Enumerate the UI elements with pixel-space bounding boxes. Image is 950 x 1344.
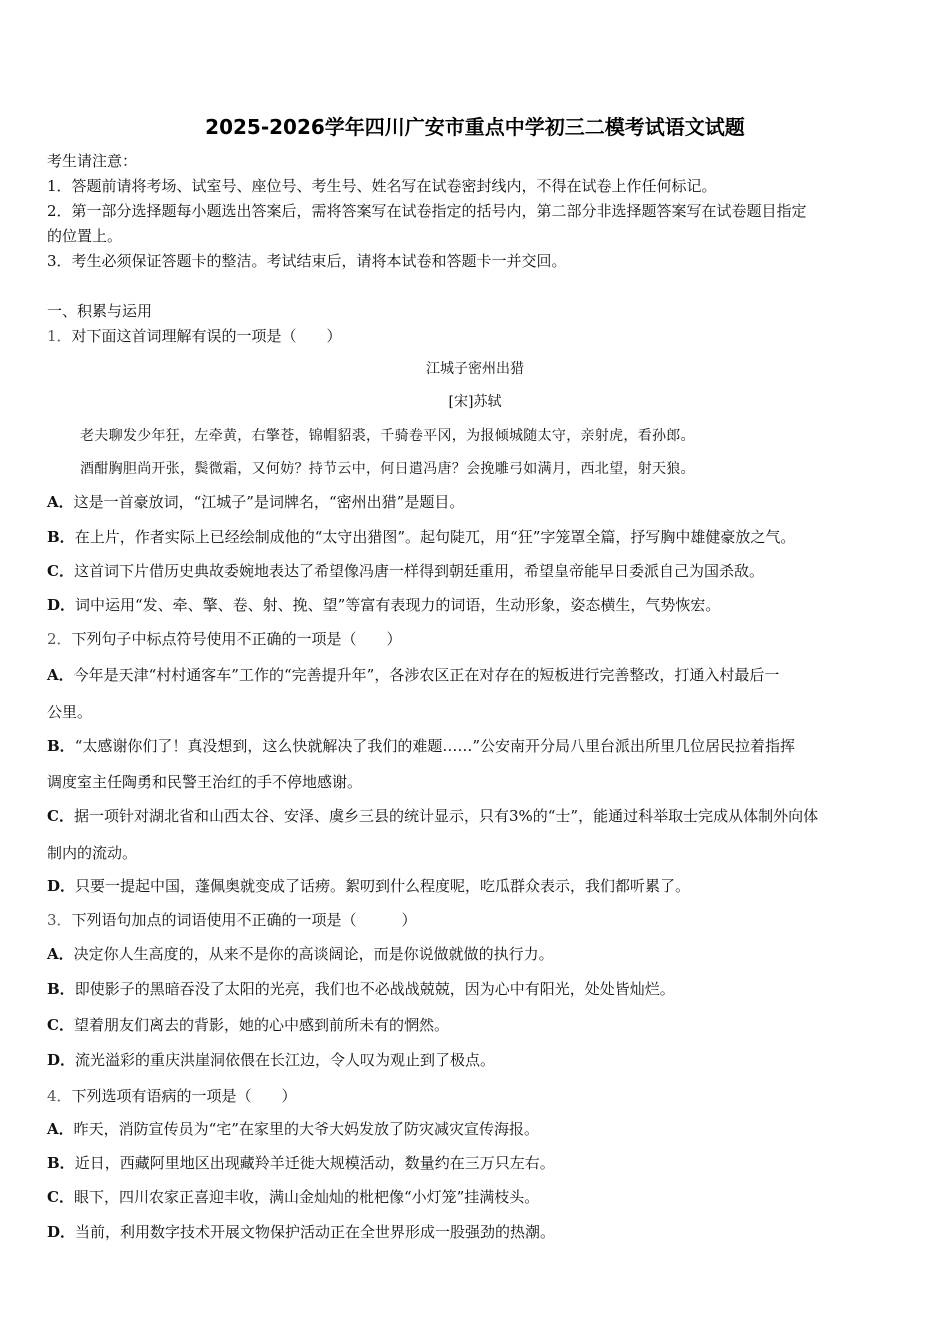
option-item [47, 1187, 539, 1207]
option-label: D． [47, 1223, 76, 1241]
option-label: B． [47, 528, 75, 546]
option-item [47, 561, 764, 581]
option-label: C． [47, 1188, 74, 1206]
option-text: 昨天，消防宣传员为“宅”在家里的大爷大妈发放了防灾减灾宣传海报。 [73, 1120, 539, 1138]
option-text: 望着朋友们离去的背影，她的心中感到前所未有的惘然。 [73, 1016, 449, 1034]
question-3 [47, 910, 417, 930]
notice-heading: 考生请注意： [47, 152, 138, 170]
question-number: 2． [47, 630, 72, 648]
option-text: 这首词下片借历史典故委婉地表达了希望像冯唐一样得到朝廷重用，希望皇帝能早日委派自己为国杀敌。 [73, 562, 764, 580]
question-2 [47, 629, 402, 649]
option-item [47, 1153, 555, 1173]
option-label: D． [47, 596, 76, 614]
option-text: 当前，利用数字技术开展文物保护活动正在全世界形成一股强劲的热潮。 [75, 1223, 556, 1241]
question-stem: 下列选项有语病的一项是（ ） [71, 1087, 297, 1105]
page-title: 2025-2026学年四川广安市重点中学初三二模考试语文试题 [205, 115, 745, 139]
option-text: 今年是天津“村村通客车”工作的“完善提升年”，各涉农区正在对存在的短板进行完善整改，打通入村最后一 [73, 666, 780, 684]
question-4 [47, 1086, 297, 1106]
option-item [47, 1119, 539, 1139]
option-continuation: 公里。 [47, 703, 93, 721]
notice-item: 3．考生必须保证答题卡的整洁。考试结束后，请将本试卷和答题卡一并交回。 [47, 252, 567, 270]
option-label: C． [47, 1016, 74, 1034]
question-number: 1． [47, 327, 72, 345]
option-text: 即使影子的黑暗吞没了太阳的光亮，我们也不必战战兢兢，因为心中有阳光，处处皆灿烂。 [74, 980, 675, 998]
question-number: 4． [47, 1087, 72, 1105]
option-label: B． [47, 1154, 75, 1172]
option-item [47, 492, 464, 512]
option-label: A． [47, 493, 74, 511]
option-item [47, 665, 779, 685]
option-item [47, 979, 675, 999]
option-label: C． [47, 562, 74, 580]
option-label: B． [47, 980, 75, 998]
option-text: 词中运用“发、牵、擎、卷、射、挽、望”等富有表现力的词语，生动形象，姿态横生，气势恢宏。 [75, 596, 721, 614]
option-label: D． [47, 877, 76, 895]
question-stem: 下列语句加点的词语使用不正确的一项是（ ） [71, 911, 417, 929]
option-item [47, 806, 818, 826]
option-text: 只要一提起中国，蓬佩奥就变成了话痨。絮叨到什么程度呢，吃瓜群众表示，我们都听累了。 [75, 877, 691, 895]
question-stem: 下列句子中标点符号使用不正确的一项是（ ） [71, 630, 402, 648]
option-text: 据一项针对湖北省和山西太谷、安泽、虞乡三县的统计显示，只有3%的“士”，能通过科举取士完成从体制外向体 [73, 807, 819, 825]
option-label: B． [47, 737, 75, 755]
option-label: C． [47, 807, 74, 825]
option-item [47, 527, 795, 547]
notice-item: 2．第一部分选择题每小题选出答案后，需将答案写在试卷指定的括号内，第二部分非选择题答案写在试卷题目指定 [47, 202, 807, 220]
option-label: A． [47, 1120, 74, 1138]
poem-title: 江城子密州出猎 [426, 361, 524, 377]
section-heading: 一、积累与运用 [47, 302, 153, 320]
option-item [47, 736, 795, 756]
option-label: D． [47, 1051, 76, 1069]
option-text: “太感谢你们了！真没想到，这么快就解决了我们的难题……”公安南开分局八里台派出所里几位居民拉着指挥 [74, 737, 796, 755]
option-continuation: 制内的流动。 [47, 844, 138, 862]
option-item [47, 1015, 449, 1035]
option-text: 近日，西藏阿里地区出现藏羚羊迁徙大规模活动，数量约在三万只左右。 [74, 1154, 555, 1172]
option-text: 这是一首豪放词，“江城子”是词牌名，“密州出猎”是题目。 [73, 493, 465, 511]
question-1 [47, 326, 342, 346]
notice-item: 的位置上。 [47, 227, 123, 245]
question-stem: 对下面这首词理解有误的一项是（ ） [71, 327, 342, 345]
option-item [47, 1050, 495, 1070]
option-continuation: 调度室主任陶勇和民警王治红的手不停地感谢。 [47, 773, 363, 791]
option-text: 流光溢彩的重庆洪崖洞依偎在长江边，令人叹为观止到了极点。 [75, 1051, 496, 1069]
option-label: A． [47, 945, 74, 963]
option-text: 决定你人生高度的，从来不是你的高谈阔论，而是你说做就做的执行力。 [73, 945, 554, 963]
poem-verse: 老夫聊发少年狂，左牵黄，右擎苍，锦帽貂裘，千骑卷平冈，为报倾城随太守，亲射虎，看孙郎。 [80, 428, 695, 444]
notice-item: 1．答题前请将考场、试室号、座位号、考生号、姓名写在试卷密封线内，不得在试卷上作任何标记。 [47, 177, 717, 195]
option-item [47, 595, 720, 615]
option-label: A． [47, 666, 74, 684]
option-text: 眼下，四川农家正喜迎丰收，满山金灿灿的枇杷像“小灯笼”挂满枝头。 [73, 1188, 540, 1206]
question-number: 3． [47, 911, 72, 929]
poem-author: [宋]苏轼 [448, 394, 502, 410]
option-text: 在上片，作者实际上已经绘制成他的“太守出猎图”。起句陡兀，用“狂”字笼罩全篇，抒写胸中雄健豪放之气。 [74, 528, 796, 546]
poem-verse: 酒酣胸胆尚开张，鬓微霜，又何妨？持节云中，何日遣冯唐？会挽雕弓如满月，西北望，射天狼。 [80, 461, 695, 477]
option-item [47, 944, 554, 964]
option-item [47, 876, 690, 896]
option-item [47, 1222, 555, 1242]
